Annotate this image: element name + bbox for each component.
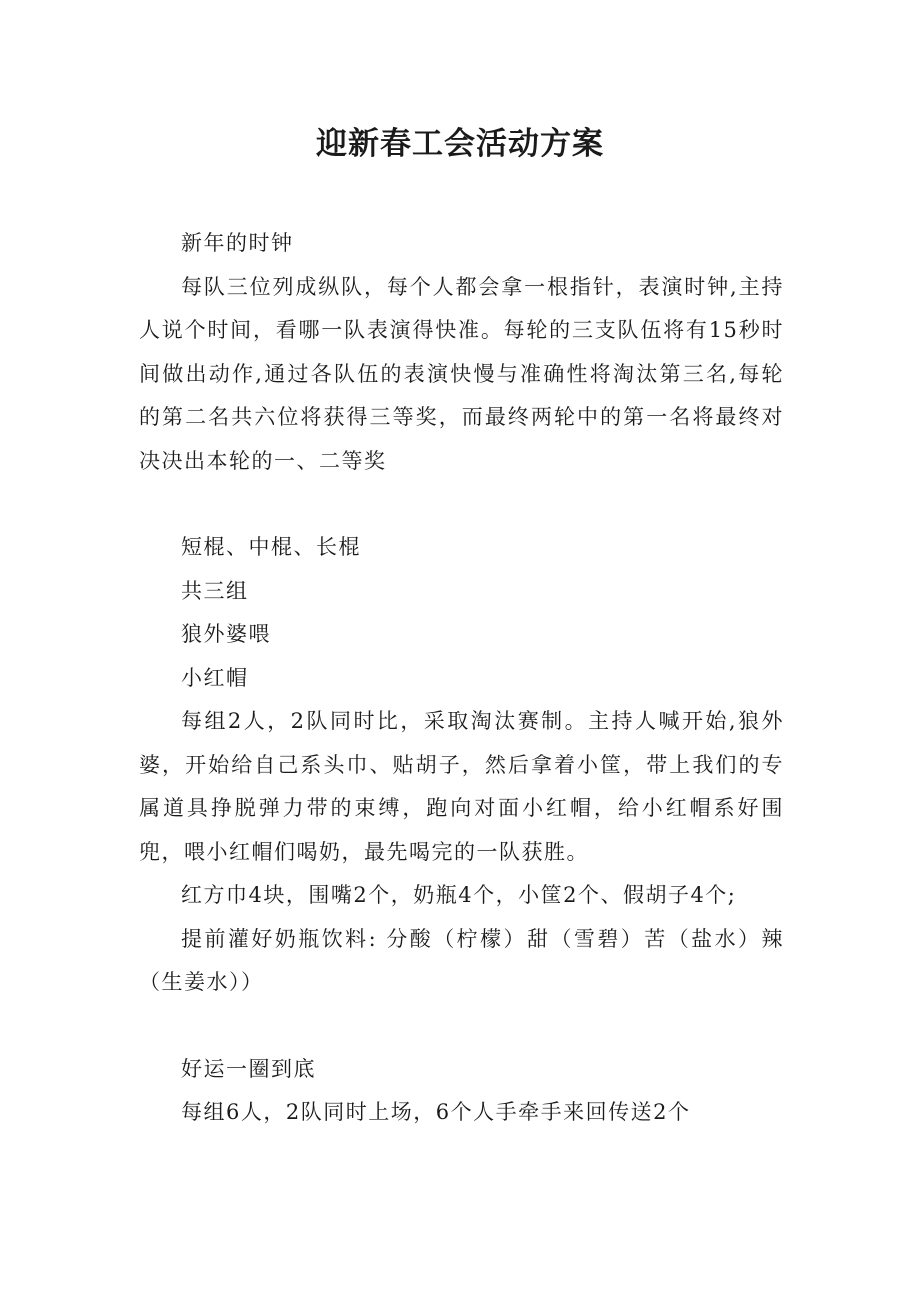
paragraph-wolf-rules: 每组2人，2队同时比，采取淘汰赛制。主持人喊开始,狼外婆，开始给自己系头巾、贴胡子，然后拿着小筐，带上我们的专属道具挣脱弹力带的束缚，跑向对面小红帽，给小红帽系好围兜，喂小红帽们喝奶，最先喝完的一队获胜。: [139, 709, 784, 864]
section-heading-sticks: 短棍、中棍、长棍: [181, 535, 361, 559]
paragraph-sticks-groups: 共三组: [181, 578, 249, 603]
paragraph-red-riding-hood: 小红帽: [181, 665, 249, 690]
paragraph-luck-circle-rules: 每组6人，2队同时上场，6个人手牵手来回传送2个: [181, 1100, 691, 1124]
section-heading-wolf: 狼外婆喂: [181, 622, 271, 646]
section-heading-clock: 新年的时钟: [181, 231, 294, 255]
paragraph-wolf-props: 红方巾4块，围嘴2个，奶瓶4个，小筐2个、假胡子4个;: [181, 883, 737, 907]
section-heading-luck-circle: 好运一圈到底: [181, 1056, 316, 1081]
document-body: [139, 222, 784, 1135]
paragraph-wolf-drinks: 提前灌好奶瓶饮料: 分酸（柠檬）甜（雪碧）苦（盐水）辣（生姜水））: [139, 926, 784, 994]
paragraph-clock-rules: 每队三位列成纵队，每个人都会拿一根指针，表演时钟,主持人说个时间，看哪一队表演得快准。每轮的三支队伍将有15秒时间做出动作,通过各队伍的表演快慢与准确性将淘汰第三名,每轮的第二名共六位将获得三等奖，而最终两轮中的第一名将最终对决决出本轮的一、二等奖: [139, 274, 784, 473]
document-title: 迎新春工会活动方案: [316, 126, 604, 162]
